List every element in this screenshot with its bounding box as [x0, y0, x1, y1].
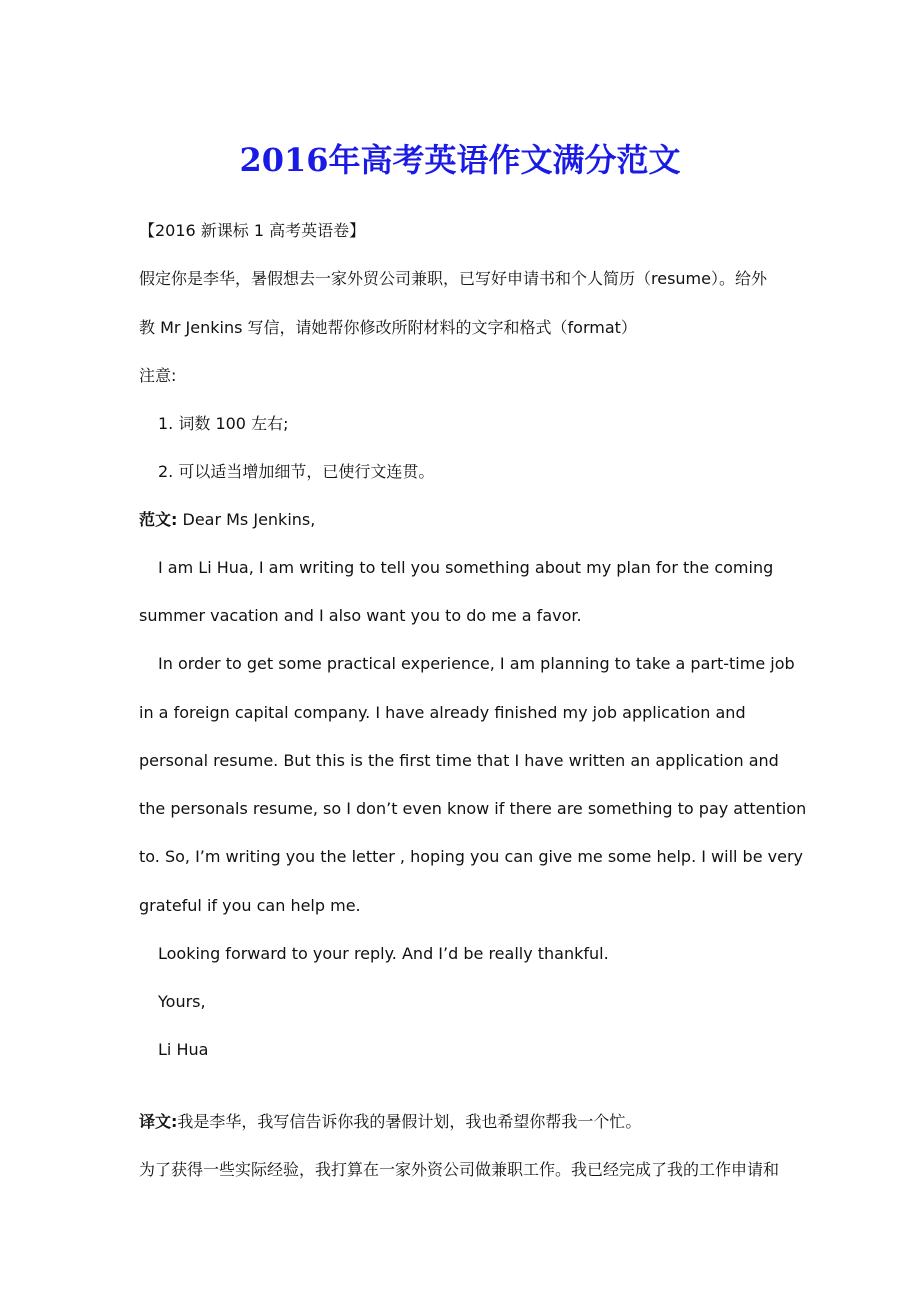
essay-line: summer vacation and I also want you to do me a favor.: [139, 606, 582, 625]
page-title: 2016年高考英语作文满分范文: [239, 141, 681, 179]
prompt-line-1: 假定你是李华，暑假想去一家外贸公司兼职，已写好申请书和个人简历（resume）。给外: [139, 269, 767, 288]
translation-opening: [139, 1110, 641, 1134]
essay-signature: Li Hua: [158, 1040, 209, 1059]
translation-line: 为了获得一些实际经验，我打算在一家外资公司做兼职工作。我已经完成了我的工作申请和: [139, 1160, 780, 1179]
source-line: 【2016 新课标 1 高考英语卷】: [139, 221, 366, 240]
prompt-line-2: 教 Mr Jenkins 写信，请她帮你修改所附材料的文字和格式（format）: [139, 318, 637, 337]
translation-line: 我是李华，我写信告诉你我的暑假计划，我也希望你帮我一个忙。: [177, 1112, 642, 1131]
essay-opening: [139, 508, 315, 532]
note-item: 1. 词数 100 左右;: [158, 414, 289, 433]
essay-line: I am Li Hua, I am writing to tell you something about my plan for the coming: [158, 558, 774, 577]
essay-label: 范文:: [139, 510, 178, 529]
notes-heading: 注意:: [139, 366, 177, 385]
essay-line: Looking forward to your reply. And I’d be really thankful.: [158, 944, 609, 963]
essay-line: grateful if you can help me.: [139, 896, 361, 915]
essay-line: the personals resume, so I don’t even know if there are something to pay attention: [139, 799, 807, 818]
essay-closing: Yours,: [158, 992, 206, 1011]
essay-line: personal resume. But this is the first time that I have written an application and: [139, 751, 779, 770]
essay-line: to. So, I’m writing you the letter , hoping you can give me some help. I will be very: [139, 847, 803, 866]
essay-line: in a foreign capital company. I have already finished my job application and: [139, 703, 746, 722]
note-item: 2. 可以适当增加细节，已使行文连贯。: [158, 462, 435, 481]
essay-greeting: Dear Ms Jenkins,: [177, 510, 316, 529]
translation-label: 译文:: [139, 1112, 178, 1131]
essay-line: In order to get some practical experience, I am planning to take a part-time job: [158, 654, 795, 673]
